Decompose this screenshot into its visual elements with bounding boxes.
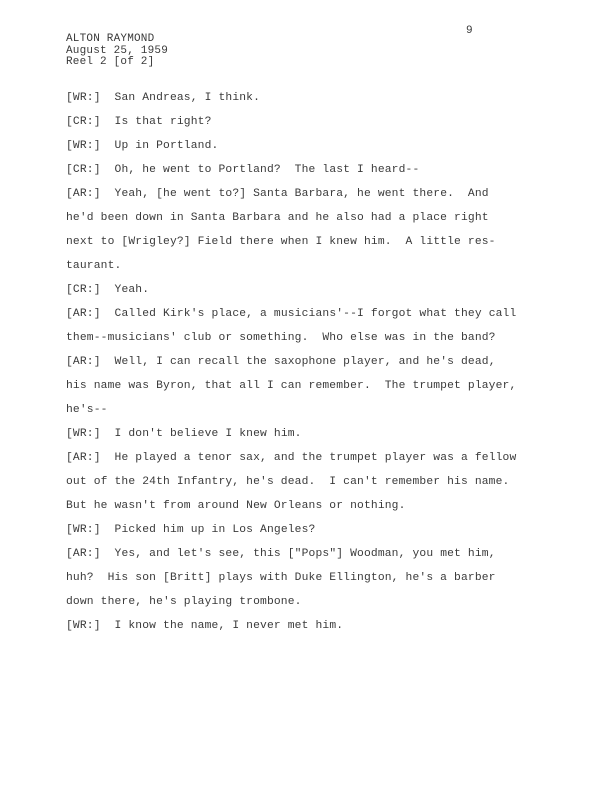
transcript-line xyxy=(66,164,419,176)
speaker-tag: [CR:] xyxy=(66,164,101,176)
document-header xyxy=(66,34,168,69)
line-text: them--musicians' club or something. Who else was in the band? xyxy=(66,332,496,344)
transcript-line xyxy=(66,356,496,368)
line-text: out of the 24th Infantry, he's dead. I can't remember his name. xyxy=(66,476,510,488)
header-reel: Reel 2 [of 2] xyxy=(66,56,155,68)
line-text: down there, he's playing trombone. xyxy=(66,596,302,608)
speaker-tag: [WR:] xyxy=(66,92,101,104)
transcript-line xyxy=(66,476,509,488)
transcript-line xyxy=(66,188,489,200)
transcript-line xyxy=(66,596,302,608)
transcript-line xyxy=(66,212,489,224)
header-date: August 25, 1959 xyxy=(66,44,169,57)
speaker-tag: [AR:] xyxy=(66,356,101,368)
line-text: next to [Wrigley?] Field there when I knew him. A little res- xyxy=(66,236,496,248)
transcript-line xyxy=(66,236,496,248)
transcript-line xyxy=(66,260,121,272)
transcript-line xyxy=(66,548,496,560)
line-text: he'd been down in Santa Barbara and he also had a place right xyxy=(66,212,489,224)
transcript-line xyxy=(66,572,496,584)
transcript-line xyxy=(66,380,516,392)
speaker-tag: [WR:] xyxy=(66,140,101,152)
speaker-tag: [WR:] xyxy=(66,620,101,632)
line-text: he's-- xyxy=(66,404,108,416)
transcript-line xyxy=(66,500,406,512)
line-text: Well, I can recall the saxophone player, and he's dead, xyxy=(114,356,496,368)
header-name: ALTON RAYMOND xyxy=(66,33,155,45)
line-text: Yes, and let's see, this ["Pops"] Woodman, you met him, xyxy=(114,548,496,560)
line-text: Picked him up in Los Angeles? xyxy=(114,524,316,536)
transcript-line xyxy=(66,524,315,536)
speaker-tag: [AR:] xyxy=(66,452,101,464)
line-text: San Andreas, I think. xyxy=(114,92,261,104)
line-text: huh? His son [Britt] plays with Duke Ellington, he's a barber xyxy=(66,572,496,584)
line-text: But he wasn't from around New Orleans or nothing. xyxy=(66,500,406,512)
line-text: Is that right? xyxy=(114,116,212,128)
transcript-line xyxy=(66,308,516,320)
line-text: taurant. xyxy=(66,260,122,272)
speaker-tag: [CR:] xyxy=(66,284,101,296)
line-text: He played a tenor sax, and the trumpet player was a fellow xyxy=(114,452,517,464)
line-text: Up in Portland. xyxy=(114,140,219,152)
line-text: I don't believe I knew him. xyxy=(114,428,302,440)
speaker-tag: [WR:] xyxy=(66,428,101,440)
transcript-line xyxy=(66,620,343,632)
line-text: Oh, he went to Portland? The last I heard-- xyxy=(114,164,420,176)
transcript-line xyxy=(66,332,496,344)
line-text: Yeah. xyxy=(114,284,150,296)
page-number: 9 xyxy=(466,25,473,37)
line-text: I know the name, I never met him. xyxy=(114,620,344,632)
transcript-line xyxy=(66,404,108,416)
transcript-line xyxy=(66,92,260,104)
transcript-line xyxy=(66,116,212,128)
speaker-tag: [WR:] xyxy=(66,524,101,536)
speaker-tag: [AR:] xyxy=(66,548,101,560)
line-text: Called Kirk's place, a musicians'--I forgot what they call xyxy=(114,308,517,320)
transcript-line xyxy=(66,284,149,296)
line-text: Yeah, [he went to?] Santa Barbara, he went there. And xyxy=(114,188,489,200)
speaker-tag: [CR:] xyxy=(66,116,101,128)
line-text: his name was Byron, that all I can remember. The trumpet player, xyxy=(66,380,517,392)
speaker-tag: [AR:] xyxy=(66,188,101,200)
transcript-line xyxy=(66,140,218,152)
transcript-line xyxy=(66,452,516,464)
speaker-tag: [AR:] xyxy=(66,308,101,320)
transcript-line xyxy=(66,428,302,440)
